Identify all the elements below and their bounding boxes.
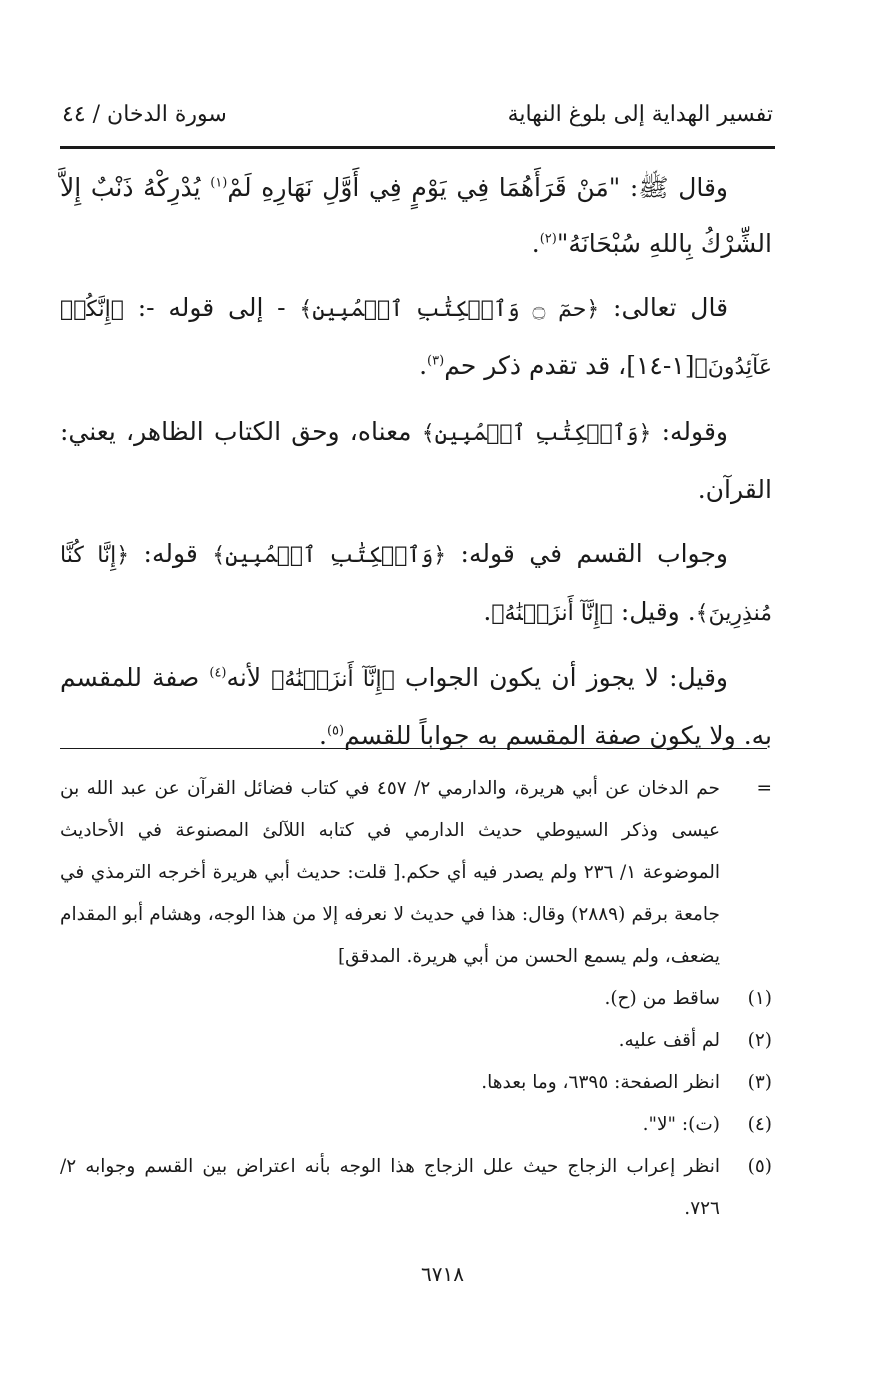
- text-segment: .: [419, 351, 428, 380]
- quran-verse: ﴿وَٱلۡكِتَٰبِ ٱلۡمُبِينِ﴾: [421, 421, 652, 446]
- main-text: [60, 160, 772, 772]
- text-segment: .: [483, 597, 492, 626]
- footnote-item: [60, 1104, 772, 1146]
- text-segment: وجواب القسم في قوله:: [446, 539, 728, 568]
- footnote-item: [60, 1062, 772, 1104]
- footnote-text: انظر الصفحة: ٦٣٩٥، وما بعدها.: [481, 1072, 720, 1093]
- footnote-text: حم الدخان عن أبي هريرة، والدارمي ٢/ ٤٥٧ في كتاب فضائل القرآن عن عبد الله بن عيسى وذكر السيوطي حديث الدارمي في كتابه اللآلئ المصنوعة في الأحاديث الموضوعة ١/ ٢٣٦ ولم يصدر فيه أي حكم.[ قلت: حديث أبي هريرة أخرجه الترمذي في جامعة برقم (٢٨٨٩) وقال: هذا في حديث لا نعرفه إلا من هذا الوجه، وهشام أبو المقدام يضعف، ولم يسمع الحسن من أبي هريرة. المدقق]: [60, 778, 720, 967]
- page-number: ٦٧١٨: [421, 1262, 464, 1286]
- text-segment: [١-١٤]، قد تقدم ذكر حم: [444, 351, 695, 380]
- quran-verse: ﴿إِنَّا كُنَّا مُنذِرِينَ﴾: [60, 543, 772, 626]
- footnote-marker: (٢): [747, 1030, 772, 1051]
- quran-verse: ﴿إِنَّكُمۡ عَآئِدُونَ﴾: [60, 297, 772, 380]
- text-segment: قال تعالى:: [599, 293, 729, 322]
- footnote-ref-3: (٣): [427, 353, 445, 369]
- footnote-marker: (٤): [747, 1114, 772, 1135]
- quran-verse: ﴿حمٓ ۝ وَٱلۡكِتَٰبِ ٱلۡمُبِينِ﴾: [299, 297, 600, 322]
- text-segment: .: [318, 721, 327, 750]
- book-title: تفسير الهداية إلى بلوغ النهاية: [507, 101, 773, 127]
- text-segment: يُدْرِكْهُ ذَنْبٌ إِلاَّ الشِّرْكُ بِاللهِ سُبْحَانَهُ": [60, 173, 772, 258]
- quran-verse: ﴿إِنَّآ أَنزَلۡنَٰهُ﴾: [491, 601, 613, 626]
- text-segment: وقال ﷺ: "مَنْ قَرَأَهُمَا فِي يَوْمٍ فِي أَوَّلِ نَهَارِهِ لَمْ: [227, 173, 728, 202]
- text-segment: لأنه: [226, 663, 272, 692]
- footnote-item: [60, 1146, 772, 1230]
- footnote-item: [60, 978, 772, 1020]
- surah-info: سورة الدخان / ٤٤: [62, 101, 227, 127]
- footnote-ref-4: (٤): [209, 665, 227, 681]
- footnote-text: ساقط من (ح).: [604, 988, 720, 1009]
- running-header: [62, 96, 773, 132]
- text-segment: . وقيل:: [612, 597, 696, 626]
- paragraph-hadith: [60, 160, 772, 272]
- footnote-text: انظر إعراب الزجاج حيث علل الزجاج هذا الوجه بأنه اعتراض بين القسم وجوابه ٢/ ٧٢٦.: [60, 1156, 720, 1219]
- footnote-marker: (٥): [747, 1156, 772, 1177]
- text-segment: وقوله:: [651, 417, 728, 446]
- header-rule: [60, 146, 775, 149]
- paragraph-oath-answer: [60, 526, 772, 642]
- paragraph-verse-intro: [60, 280, 772, 396]
- text-segment: معناه، وحق الكتاب الظاهر، يعني: القرآن.: [60, 417, 772, 504]
- text-segment: - إلى قوله -:: [124, 293, 300, 322]
- footnote-marker: (١): [747, 988, 772, 1009]
- text-segment: .: [531, 229, 540, 258]
- text-segment: صفة للمقسم به. ولا يكون صفة المقسم به جواباً للقسم: [60, 663, 772, 750]
- text-segment: وقيل: لا يجوز أن يكون الجواب: [394, 663, 728, 692]
- footnotes: [60, 768, 772, 1230]
- paragraph-objection: [60, 650, 772, 764]
- paragraph-meaning: [60, 404, 772, 518]
- footnote-marker: (٣): [747, 1072, 772, 1093]
- footnote-item: [60, 1020, 772, 1062]
- footnote-text: لم أقف عليه.: [618, 1030, 720, 1051]
- quran-verse: ﴿وَٱلۡكِتَٰبِ ٱلۡمُبِينِ﴾: [212, 543, 447, 568]
- footnote-separator: [60, 748, 767, 749]
- footnote-continuation: [60, 768, 772, 978]
- footnote-marker: =: [756, 778, 772, 799]
- footnote-ref-1: (١): [210, 175, 228, 191]
- footnote-text: (ت): "لا".: [642, 1114, 720, 1135]
- footnote-ref-2: (٢): [539, 231, 557, 247]
- text-segment: قوله:: [129, 539, 213, 568]
- footnote-ref-5: (٥): [326, 723, 345, 739]
- quran-verse: ﴿إِنَّآ أَنزَلۡنَٰهُ﴾: [271, 667, 395, 692]
